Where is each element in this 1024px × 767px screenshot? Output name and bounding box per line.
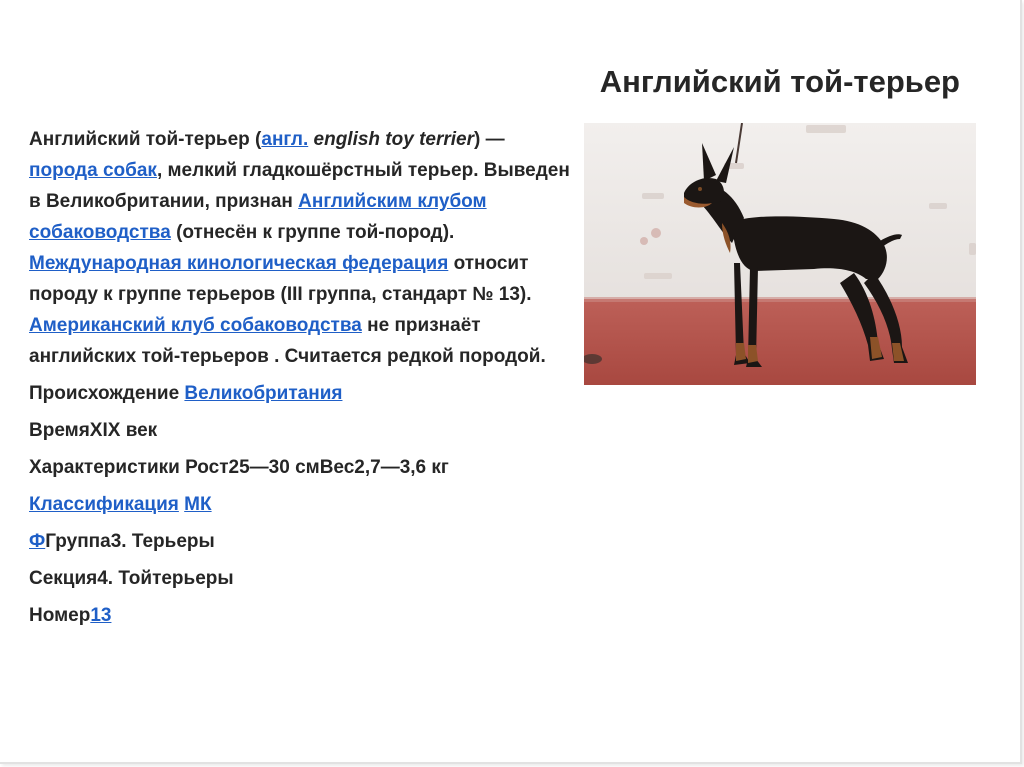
link-akc[interactable]: Американский клуб собаководства — [29, 315, 362, 336]
time-line: ВремяXIX век — [29, 420, 158, 441]
intro-text-4: , мелкий гладкошёрстный терьер. Выведен в Великобритании, признан — [29, 160, 570, 212]
intro-text-7: не признаёт английских той-терьеров . Считается редкой породой. — [29, 315, 546, 367]
link-dog-breed[interactable]: порода собак — [29, 160, 157, 181]
origin-line — [29, 379, 577, 409]
link-engl[interactable]: англ. — [261, 129, 309, 150]
link-kennel-club[interactable]: Английским клубом собаководства — [29, 191, 487, 243]
origin-label: Происхождение — [29, 383, 185, 404]
page-title: Английский той-терьер — [599, 64, 960, 99]
carpet — [584, 299, 976, 385]
dog-photo-illustration — [584, 123, 976, 385]
link-number[interactable]: 13 — [90, 605, 112, 626]
number-line — [29, 601, 577, 631]
intro-text-1: Английский той-терьер ( — [29, 129, 262, 150]
link-f[interactable]: Ф — [29, 531, 46, 552]
intro-text-6: относит породу к группе терьеров (III группа, стандарт № 13). — [29, 253, 532, 305]
link-mk[interactable]: МК — [184, 494, 212, 515]
link-origin-country[interactable]: Великобритания — [184, 383, 343, 404]
group-line — [29, 527, 577, 557]
article-body — [29, 124, 577, 638]
classification-line — [29, 490, 577, 520]
number-label: Номер — [29, 605, 91, 626]
link-classification[interactable]: Классификация — [29, 494, 179, 515]
intro-text-5: (отнесён к группе той-пород). — [170, 222, 455, 243]
backdrop — [584, 123, 976, 303]
intro-text-3: ) — — [474, 129, 505, 150]
section-line: Секция4. Тойтерьеры — [29, 568, 234, 589]
dog-photo — [584, 123, 976, 385]
group-text: Группа3. Терьеры — [45, 531, 215, 552]
specs-line: Характеристики Рост25—30 смВес2,7—3,6 кг — [29, 457, 449, 478]
intro-paragraph — [29, 124, 577, 372]
link-fci[interactable]: Международная кинологическая федерация — [29, 253, 449, 274]
english-name: english toy terrier — [313, 129, 475, 150]
